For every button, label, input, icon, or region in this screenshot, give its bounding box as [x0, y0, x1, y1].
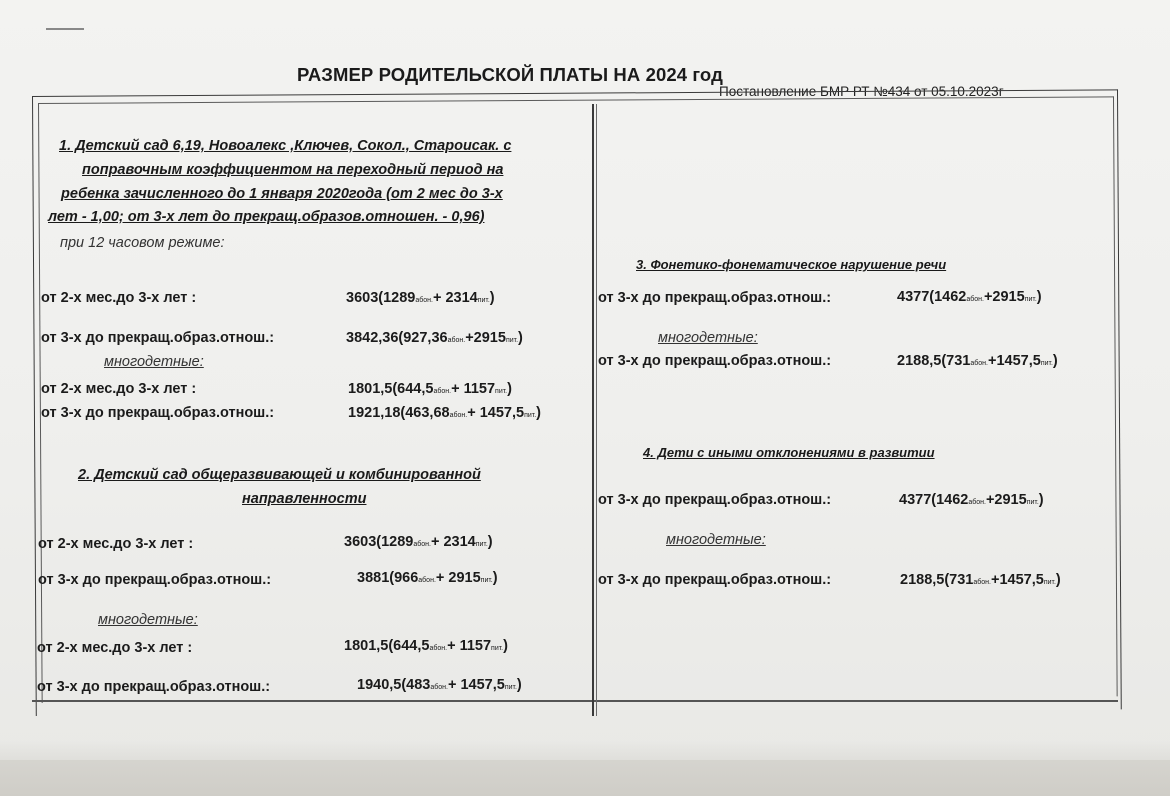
decree-reference: Постановление БМР РТ №434 от 05.10.2023г	[719, 84, 1004, 99]
s4-row-label: от 3-х до прекращ.образ.отнош.:	[598, 492, 832, 508]
s4-multi-row-label: от 3-х до прекращ.образ.отнош.:	[598, 572, 832, 588]
s1-multi-row2-label: от 3-х до прекращ.образ.отнош.:	[41, 405, 275, 421]
section1-heading-line2: поправочным коэффициентом на переходный период на	[82, 162, 504, 178]
s2-row2-value: 3881(966абон.+ 2915пит.)	[357, 570, 498, 586]
s2-row2-label: от 3-х до прекращ.образ.отнош.:	[38, 572, 272, 588]
column-divider	[592, 104, 594, 716]
s3-multi-label: многодетные:	[658, 330, 758, 346]
s2-multi-row2-label: от 3-х до прекращ.образ.отнош.:	[37, 679, 271, 695]
section1-heading-line3: ребенка зачисленного до 1 января 2020года (от 2 мес до 3-х	[61, 186, 503, 202]
s1-multi-label: многодетные:	[104, 354, 204, 370]
section1-heading-line4: лет - 1,00; от 3-х лет до прекращ.образов.отношен. - 0,96)	[48, 209, 485, 225]
s1-multi-row1-label: от 2-х мес.до 3-х лет :	[41, 381, 197, 397]
corner-mark	[46, 28, 84, 30]
s1-row1-value: 3603(1289абон.+ 2314пит.)	[346, 290, 495, 306]
s3-multi-row-value: 2188,5(731абон.+1457,5пит.)	[897, 353, 1058, 369]
s2-multi-row2-value: 1940,5(483абон.+ 1457,5пит.)	[357, 677, 522, 693]
s4-multi-label: многодетные:	[666, 532, 766, 548]
s3-multi-row-label: от 3-х до прекращ.образ.отнош.:	[598, 353, 832, 369]
s1-multi-row1-value: 1801,5(644,5абон.+ 1157пит.)	[348, 381, 512, 397]
section1-mode-note: при 12 часовом режиме:	[60, 235, 225, 251]
s3-row-label: от 3-х до прекращ.образ.отнош.:	[598, 290, 832, 306]
s2-multi-row1-label: от 2-х мес.до 3-х лет :	[37, 640, 193, 656]
table-bottom-line	[32, 700, 1118, 702]
s1-multi-row2-value: 1921,18(463,68абон.+ 1457,5пит.)	[348, 405, 541, 421]
s1-row2-label: от 3-х до прекращ.образ.отнош.:	[41, 330, 275, 346]
section4-heading: 4. Дети с иными отклонениями в развитии	[643, 445, 935, 460]
s4-row-value: 4377(1462абон.+2915пит.)	[899, 492, 1044, 508]
page-shadow	[0, 740, 1170, 796]
s2-multi-label: многодетные:	[98, 612, 198, 628]
section1-heading-line1: 1. Детский сад 6,19, Новоалекс ,Ключев, Сокол., Староисак. с	[59, 138, 512, 154]
column-divider-inner	[596, 104, 597, 716]
section3-heading: 3. Фонетико-фонематическое нарушение речи	[636, 257, 947, 272]
section2-heading-line1: 2. Детский сад общеразвивающей и комбинированной	[78, 467, 481, 483]
s2-row1-label: от 2-х мес.до 3-х лет :	[38, 536, 194, 552]
s1-row1-label: от 2-х мес.до 3-х лет :	[41, 290, 197, 306]
s3-row-value: 4377(1462абон.+2915пит.)	[897, 289, 1042, 305]
document-title: РАЗМЕР РОДИТЕЛЬСКОЙ ПЛАТЫ НА 2024 год	[297, 64, 723, 85]
s4-multi-row-value: 2188,5(731абон.+1457,5пит.)	[900, 572, 1061, 588]
s1-row2-value: 3842,36(927,36абон.+2915пит.)	[346, 330, 523, 346]
s2-multi-row1-value: 1801,5(644,5абон.+ 1157пит.)	[344, 638, 508, 654]
section2-heading-line2: направленности	[242, 491, 367, 507]
s2-row1-value: 3603(1289абон.+ 2314пит.)	[344, 534, 493, 550]
